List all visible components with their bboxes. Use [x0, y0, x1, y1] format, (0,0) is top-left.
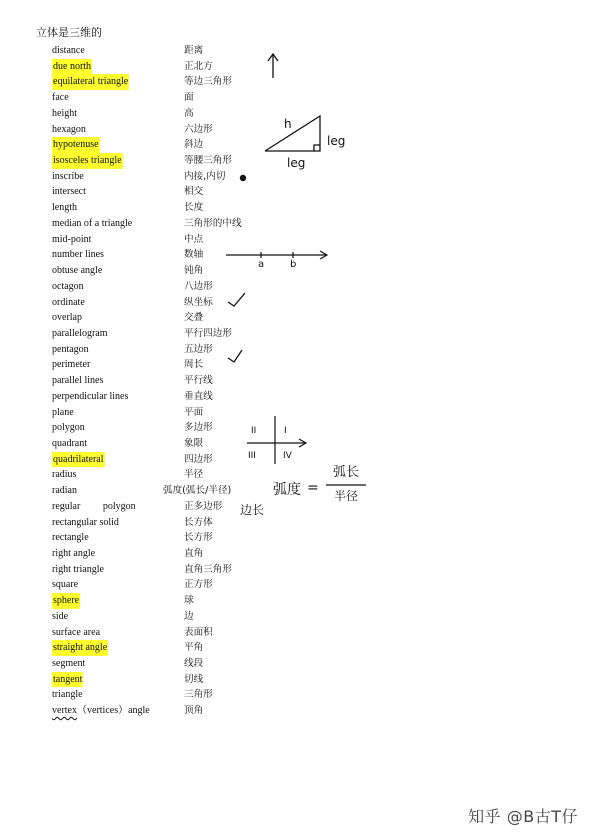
- term-english: face: [52, 92, 69, 104]
- term-english: perpendicular lines: [52, 390, 129, 402]
- term-chinese: 直角: [184, 548, 204, 559]
- triangle-leg-right-label: leg: [327, 134, 346, 148]
- term-english: right angle: [52, 548, 96, 559]
- term-chinese: 等腰三角形: [184, 155, 232, 167]
- term-english: rectangle: [52, 532, 89, 544]
- term-chinese: 长度: [184, 202, 204, 214]
- term-english: intersect: [52, 186, 86, 198]
- term-chinese: 正多边形: [184, 500, 223, 512]
- checkmark-icon: [228, 350, 242, 362]
- term-english: triangle: [52, 689, 83, 701]
- term-english: distance: [52, 45, 85, 56]
- radian-denominator: 半径: [334, 489, 359, 503]
- term-chinese: 弧度(弧长/半径): [163, 485, 232, 497]
- north-arrow-icon: [268, 54, 278, 78]
- quadrant-1-label: I: [284, 426, 287, 436]
- checkmark-icon: [228, 293, 245, 306]
- term-english: parallelogram: [52, 327, 108, 339]
- polygon-note: 边长: [240, 503, 265, 517]
- term-english: equilateral triangle: [52, 74, 129, 90]
- term-chinese: 球: [184, 595, 194, 607]
- term-english: octagon: [52, 280, 84, 292]
- term-chinese: 边: [184, 610, 194, 622]
- triangle-leg-bottom-label: leg: [287, 156, 306, 170]
- radian-left-label: 弧度: [273, 482, 301, 498]
- term-chinese: 等边三角形: [184, 76, 232, 88]
- term-chinese: 长方形: [184, 532, 213, 544]
- numberline-a-label: a: [258, 259, 265, 270]
- term-chinese: 垂直线: [184, 390, 213, 402]
- term-english: radian: [52, 485, 77, 497]
- term-english: perimeter: [52, 359, 91, 371]
- term-english: segment: [52, 658, 86, 670]
- radian-numerator: 弧长: [333, 465, 360, 480]
- term-english: rectangular solid: [52, 516, 119, 528]
- term-english: inscribe: [52, 170, 84, 182]
- term-chinese: 表面积: [184, 626, 213, 638]
- term-chinese: 直角三角形: [184, 563, 232, 575]
- term-english: obtuse angle: [52, 265, 103, 277]
- quadrant-2-label: II: [251, 426, 257, 436]
- term-english: height: [52, 107, 77, 119]
- term-chinese: 顶角: [184, 705, 204, 717]
- number-line-sketch: [226, 251, 327, 259]
- term-english: straight angle: [52, 640, 108, 656]
- term-english: tangent: [52, 672, 83, 688]
- term-english: quadrant: [52, 437, 87, 449]
- term-english: radius: [52, 469, 77, 481]
- term-english: ordinate: [52, 296, 85, 308]
- term-english: quadrilateral: [52, 452, 105, 468]
- term-english: right triangle: [52, 563, 104, 575]
- term-chinese: 交叠: [184, 312, 204, 324]
- triangle-hyp-label: h: [284, 117, 292, 131]
- term-chinese: 象限: [184, 437, 204, 449]
- term-chinese: 切线: [184, 673, 204, 685]
- term-chinese: 中点: [184, 233, 204, 245]
- term-english: vertex（vertices）angle: [52, 705, 150, 717]
- term-chinese: 三角形的中线: [184, 217, 242, 229]
- term-chinese: 数轴: [184, 249, 204, 261]
- radian-equals: =: [307, 480, 319, 496]
- term-chinese: 三角形: [184, 689, 213, 701]
- term-chinese: 正方形: [184, 579, 213, 591]
- term-chinese: 平面: [184, 406, 204, 418]
- term-chinese: 六边形: [184, 123, 213, 135]
- term-chinese: 半径: [184, 469, 204, 481]
- term-chinese: 斜边: [184, 139, 204, 151]
- term-english: mid-point: [52, 233, 92, 245]
- term-chinese: 纵坐标: [184, 296, 213, 308]
- term-english: regular polygon: [52, 500, 136, 512]
- term-english: polygon: [52, 422, 85, 434]
- term-english: sphere: [52, 593, 80, 609]
- term-english: plane: [52, 406, 74, 418]
- right-triangle-sketch: [265, 116, 320, 151]
- term-english: side: [52, 610, 69, 622]
- term-chinese: 八边形: [184, 280, 213, 292]
- term-chinese: 周长: [184, 359, 204, 371]
- term-english: square: [52, 579, 79, 591]
- term-english: parallel lines: [52, 375, 104, 387]
- term-chinese: 长方体: [184, 516, 213, 528]
- term-english: surface area: [52, 626, 101, 638]
- term-chinese: 高: [184, 107, 194, 119]
- term-chinese: 钝角: [184, 265, 204, 277]
- term-chinese: 正北方: [184, 60, 213, 72]
- term-chinese: 线段: [184, 658, 204, 670]
- term-english: isosceles triangle: [52, 153, 123, 169]
- term-chinese: 相交: [184, 186, 204, 198]
- quadrant-3-label: III: [248, 451, 256, 461]
- dot-mark: [240, 175, 246, 181]
- term-english: due north: [52, 59, 92, 75]
- term-english: length: [52, 202, 77, 214]
- term-english: overlap: [52, 312, 82, 324]
- wavy-underline: vertex: [52, 705, 77, 717]
- term-english: hexagon: [52, 123, 86, 135]
- term-chinese: 内接,内切: [184, 170, 226, 182]
- page-title: 立体是三维的: [36, 27, 102, 39]
- term-chinese: 面: [184, 92, 194, 104]
- term-chinese: 四边形: [184, 453, 213, 465]
- quadrant-4-label: IV: [283, 451, 292, 461]
- term-english: number lines: [52, 249, 104, 261]
- watermark: 知乎 @B古T仔: [468, 807, 578, 826]
- term-chinese: 平角: [184, 642, 204, 654]
- numberline-b-label: b: [290, 259, 297, 270]
- term-chinese: 五边形: [184, 343, 213, 355]
- term-chinese: 多边形: [184, 422, 213, 434]
- term-english: median of a triangle: [52, 217, 133, 229]
- term-chinese: 平行线: [184, 375, 213, 387]
- term-chinese: 平行四边形: [184, 327, 232, 339]
- term-english: hypotenuse: [52, 137, 100, 153]
- term-english: pentagon: [52, 343, 89, 355]
- term-chinese: 距离: [184, 45, 204, 56]
